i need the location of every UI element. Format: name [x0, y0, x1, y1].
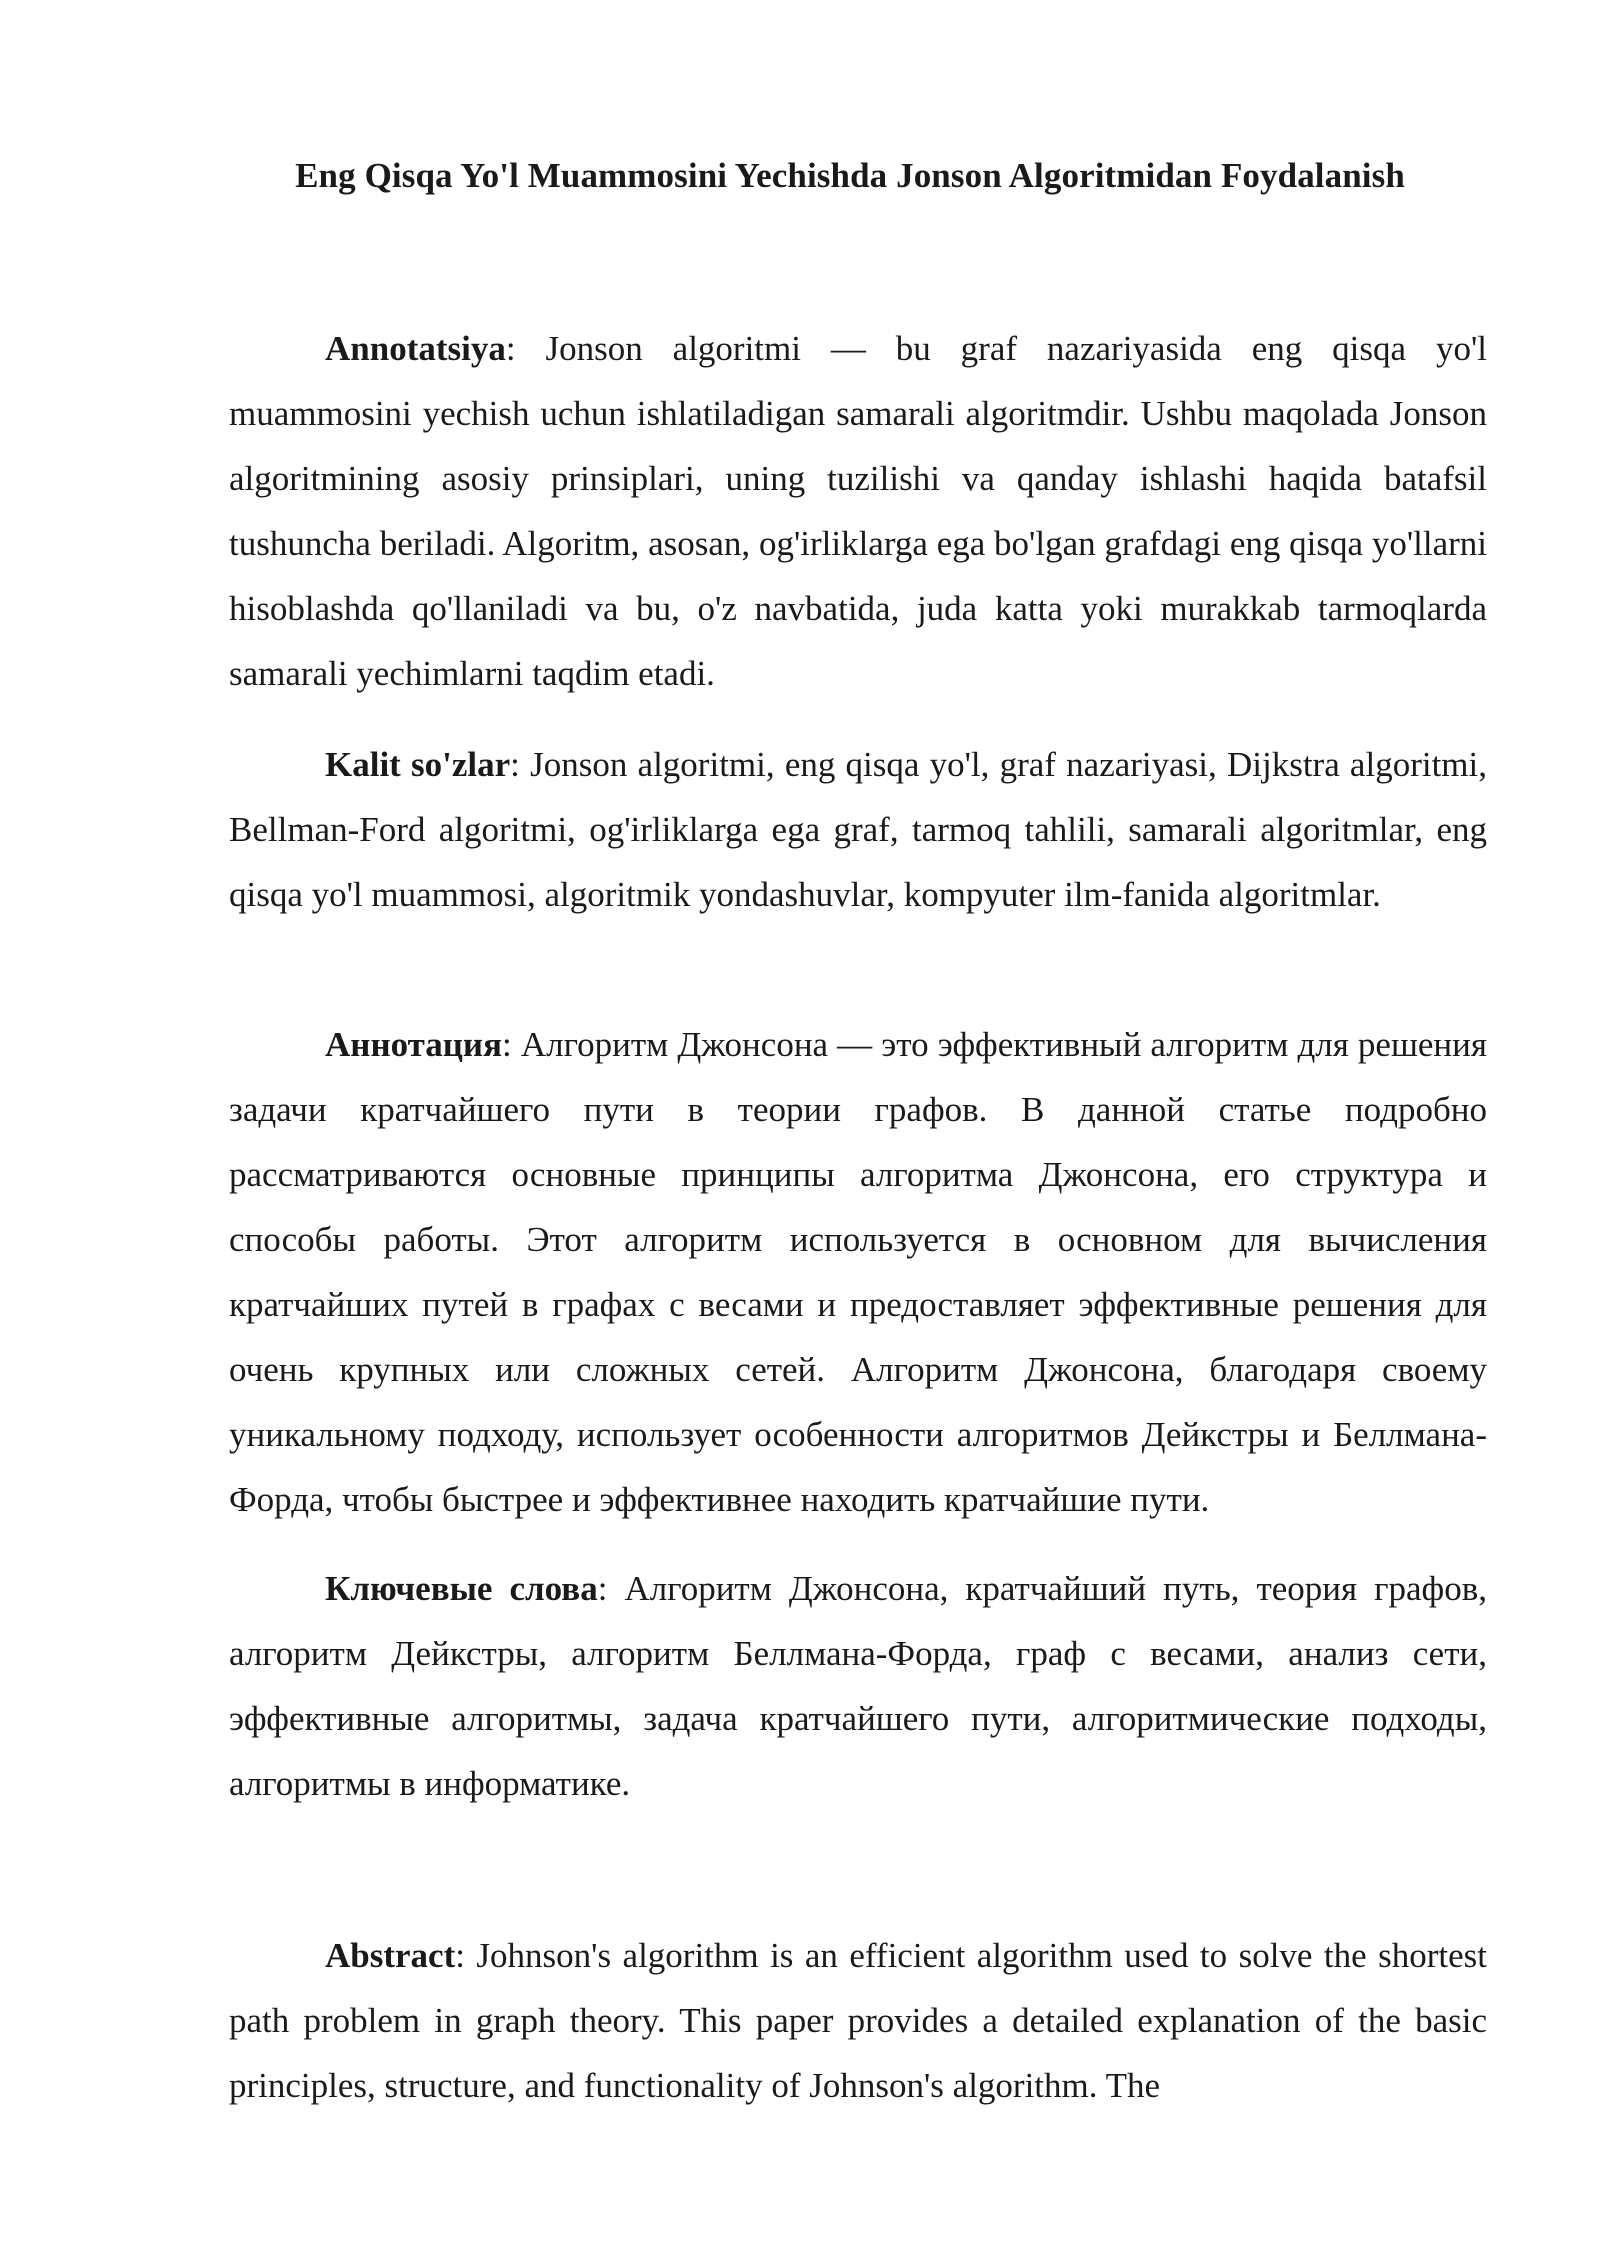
abstract-en-label: Abstract: [325, 1936, 456, 1975]
keywords-uz-paragraph: [229, 732, 1487, 927]
keywords-uz-text: Jonson algoritmi, eng qisqa yo'l, graf nazariyasi, Dijkstra algoritmi, Bellman-Ford algoritmi, og'irliklarga ega graf, tarmoq tahlili, samarali algoritmlar, eng qisqa yo'l muammosi, algoritmik yondashuvlar, kompyuter ilm-fanida algoritmlar.: [229, 745, 1487, 914]
annotation-uz-separator: :: [505, 329, 516, 368]
annotation-ru-paragraph: [229, 1012, 1487, 1532]
keywords-uz-label: Kalit so'zlar: [325, 745, 511, 784]
paper-title: Eng Qisqa Yo'l Muammosini Yechishda Jonson Algoritmidan Foydalanish: [295, 156, 1405, 195]
keywords-ru-separator: :: [597, 1569, 608, 1608]
abstract-en-text: Johnson's algorithm is an efficient algorithm used to solve the shortest path problem in graph theory. This paper provides a detailed explanation of the basic principles, structure, and functionality of Johnson's algorithm. The: [229, 1936, 1487, 2105]
abstract-en-separator: :: [455, 1936, 465, 1975]
annotation-uz-text: Jonson algoritmi — bu graf nazariyasida eng qisqa yo'l muammosini yechish uchun ishlatiladigan samarali algoritmdir. Ushbu maqolada Jonson algoritmining asosiy prinsiplari, uning tuzilishi va qanday ishlashi haqida batafsil tushuncha beriladi. Algoritm, asosan, og'irliklarga ega bo'lgan grafdagi eng qisqa yo'llarni hisoblashda qo'llaniladi va bu, o'z navbatida, juda katta yoki murakkab tarmoqlarda samarali yechimlarni taqdim etadi.: [229, 329, 1487, 693]
keywords-ru-label: Ключевые слова: [325, 1569, 598, 1608]
annotation-uz-label: Annotatsiya: [325, 329, 506, 368]
annotation-uz-paragraph: [229, 316, 1487, 706]
annotation-ru-label: Аннотация: [325, 1025, 503, 1064]
annotation-ru-separator: :: [502, 1025, 512, 1064]
annotation-ru-text: Алгоритм Джонсона — это эффективный алгоритм для решения задачи кратчайшего пути в теории графов. В данной статье подробно рассматриваются основные принципы алгоритма Джонсона, его структура и способы работы. Этот алгоритм используется в основном для вычисления кратчайших путей в графах с весами и предоставляет эффективные решения для очень крупных или сложных сетей. Алгоритм Джонсона, благодаря своему уникальному подходу, использует особенности алгоритмов Дейкстры и Беллмана-Форда, чтобы быстрее и эффективнее находить кратчайшие пути.: [229, 1025, 1487, 1519]
abstract-en-paragraph: [229, 1923, 1487, 2118]
keywords-ru-text: Алгоритм Джонсона, кратчайший путь, теория графов, алгоритм Дейкстры, алгоритм Беллмана-Форда, граф с весами, анализ сети, эффективные алгоритмы, задача кратчайшего пути, алгоритмические подходы, алгоритмы в информатике.: [229, 1569, 1487, 1803]
keywords-ru-paragraph: [229, 1556, 1487, 1816]
keywords-uz-separator: :: [510, 745, 520, 784]
